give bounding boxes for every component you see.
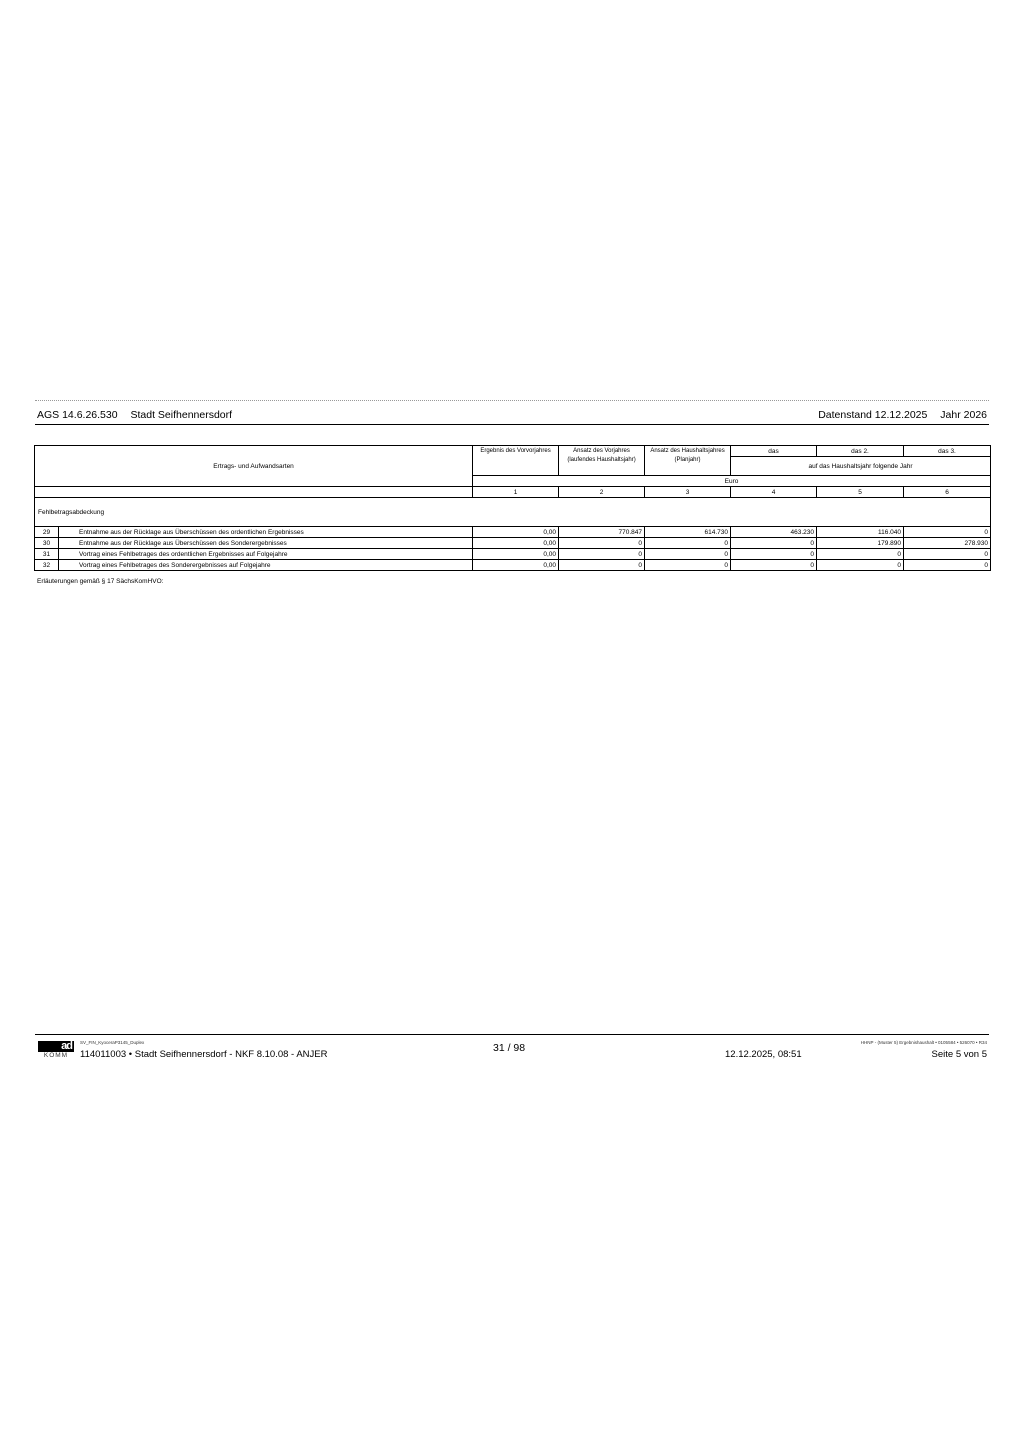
row-number: 30	[35, 538, 59, 549]
row-value: 0	[559, 560, 645, 571]
section-title: Fehlbetragsabdeckung	[35, 498, 991, 527]
row-value: 0	[645, 560, 731, 571]
explanation-note: Erläuterungen gemäß § 17 SächsKomHVO:	[37, 578, 164, 585]
adkomm-logo	[36, 1041, 76, 1059]
row-number: 31	[35, 549, 59, 560]
footer-rule	[35, 1034, 989, 1035]
row-value: 179.890	[817, 538, 904, 549]
row-number: 32	[35, 560, 59, 571]
logo-wordmark: KOMM	[43, 1052, 69, 1059]
row-value: 0,00	[473, 527, 559, 538]
column-number: 1	[473, 487, 559, 498]
row-value: 0	[731, 560, 817, 571]
row-number: 29	[35, 527, 59, 538]
column-number: 5	[817, 487, 904, 498]
form-code: SV_FIN_KyoceraP3145_Duplex	[80, 1040, 145, 1045]
column-header-6: das 3.	[904, 446, 991, 457]
row-value: 0,00	[473, 560, 559, 571]
table-row	[35, 560, 991, 571]
result-budget-table	[34, 445, 991, 571]
row-label: Entnahme aus der Rücklage aus Überschüssen des Sonderergebnisses	[59, 538, 473, 549]
row-value: 0,00	[473, 538, 559, 549]
column-number: 6	[904, 487, 991, 498]
column-header-4: das	[731, 446, 817, 457]
following-years-header: auf das Haushaltsjahr folgende Jahr	[731, 457, 991, 476]
column-number-blank	[35, 487, 473, 498]
municipality-name: Stadt Seifhennersdorf	[130, 409, 233, 421]
organisation-line: 114011003 • Stadt Seifhennersdorf - NKF 8.10.08 - ANJER	[80, 1049, 328, 1060]
data-status: Datenstand 12.12.2025	[818, 409, 928, 421]
ags-code: AGS 14.6.26.530	[37, 409, 118, 421]
row-value: 0,00	[473, 549, 559, 560]
column-header-label: Ertrags- und Aufwandsarten	[35, 446, 473, 487]
row-value: 770.847	[559, 527, 645, 538]
page-counter: 31 / 98	[493, 1042, 526, 1054]
table-row	[35, 527, 991, 538]
row-label: Entnahme aus der Rücklage aus Überschüssen des ordentlichen Ergebnisses	[59, 527, 473, 538]
row-value: 0	[559, 549, 645, 560]
top-dotted-rule	[35, 400, 989, 401]
row-value: 116.040	[817, 527, 904, 538]
column-number: 3	[645, 487, 731, 498]
page-number: Seite 5 von 5	[931, 1049, 987, 1060]
row-value: 0	[645, 538, 731, 549]
header-rule	[35, 424, 989, 425]
row-value: 0	[904, 527, 991, 538]
row-label: Vortrag eines Fehlbetrages des Sonderergebnisses auf Folgejahre	[59, 560, 473, 571]
row-value: 614.730	[645, 527, 731, 538]
unit-header: Euro	[473, 476, 991, 487]
row-value: 0	[817, 549, 904, 560]
column-header-5: das 2.	[817, 446, 904, 457]
row-value: 0	[731, 538, 817, 549]
logo-mark: ad	[38, 1041, 74, 1052]
report-code: HHNP - (Muster 5) Ergebnishaushalt • 0105584 • 526070 • R34	[860, 1040, 987, 1045]
row-value: 0	[645, 549, 731, 560]
column-header-1: Ergebnis des Vorvorjahres	[473, 446, 559, 476]
row-value: 0	[731, 549, 817, 560]
print-timestamp: 12.12.2025, 08:51	[725, 1049, 802, 1060]
row-value: 278.930	[904, 538, 991, 549]
column-number: 2	[559, 487, 645, 498]
table-row	[35, 549, 991, 560]
column-header-3: Ansatz des Haushaltsjahres (Planjahr)	[645, 446, 731, 476]
row-value: 0	[559, 538, 645, 549]
column-number: 4	[731, 487, 817, 498]
row-label: Vortrag eines Fehlbetrages des ordentlichen Ergebnisses auf Folgejahre	[59, 549, 473, 560]
row-value: 463.230	[731, 527, 817, 538]
budget-year: Jahr 2026	[940, 409, 987, 421]
row-value: 0	[904, 560, 991, 571]
table-row	[35, 538, 991, 549]
row-value: 0	[904, 549, 991, 560]
row-value: 0	[817, 560, 904, 571]
column-header-2: Ansatz des Vorjahres (laufendes Haushaltsjahr)	[559, 446, 645, 476]
